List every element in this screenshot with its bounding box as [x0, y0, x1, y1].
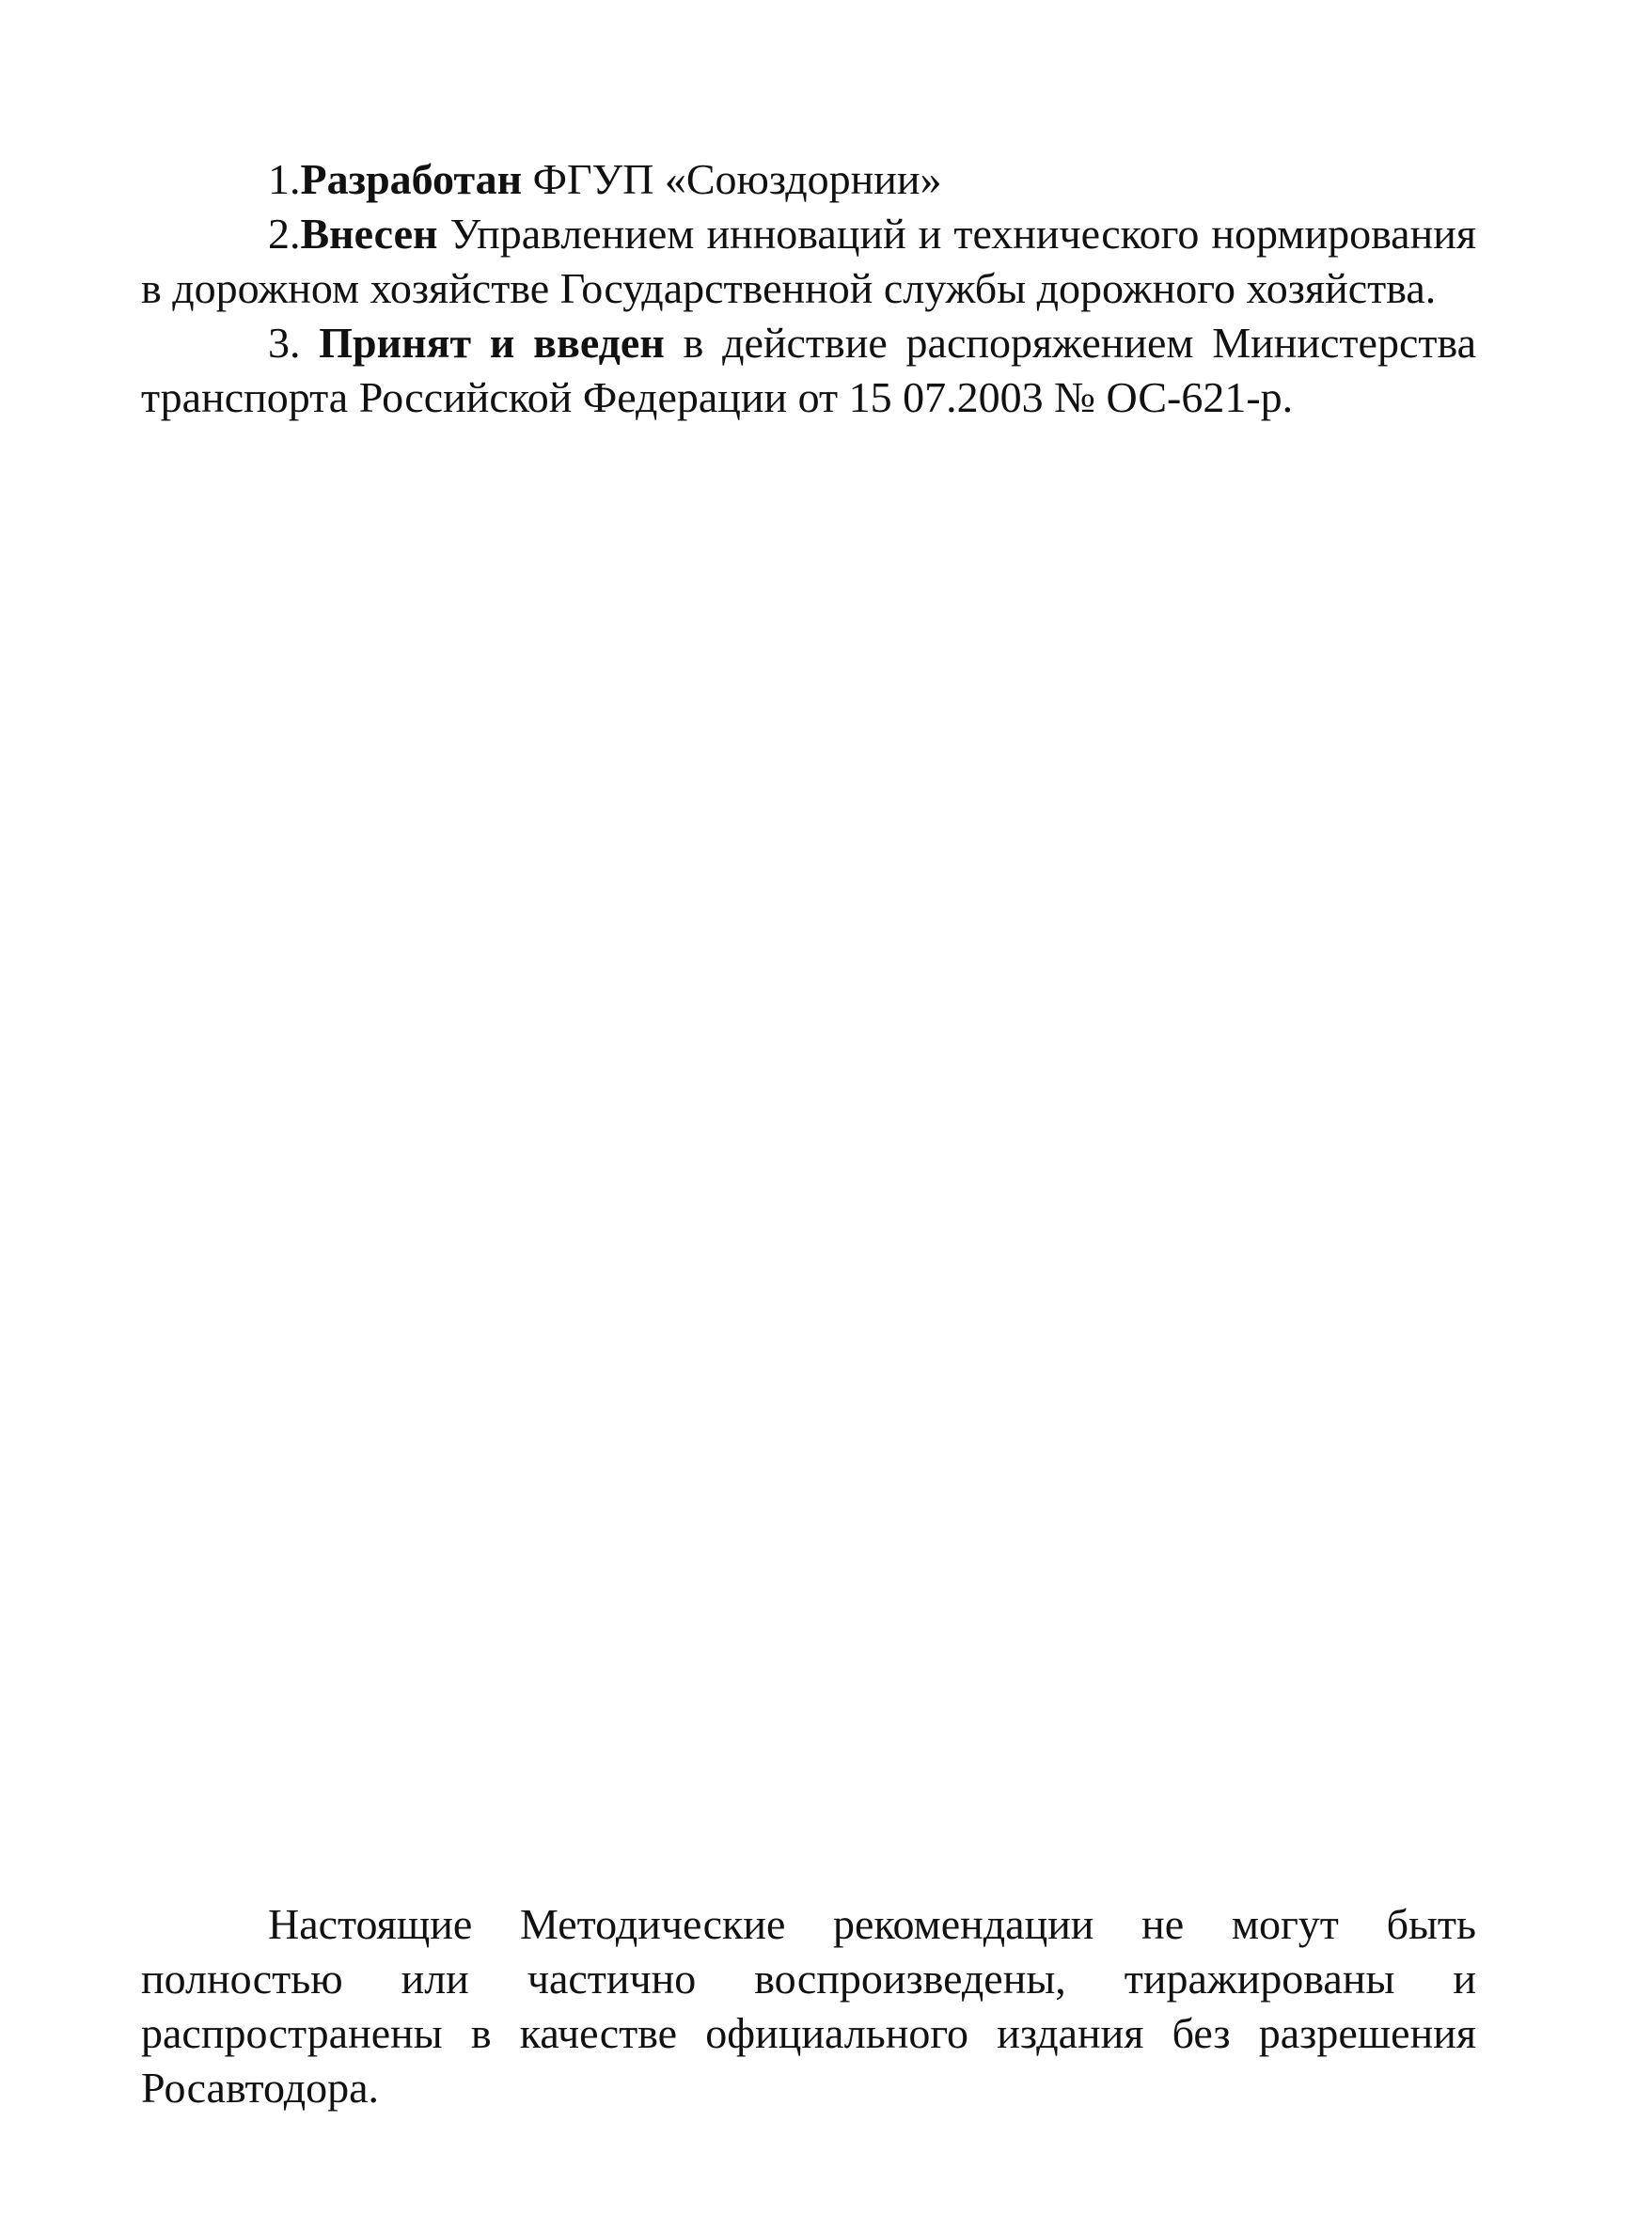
item-label: Принят и введен [319, 319, 665, 367]
item-number: 3. [268, 319, 320, 367]
item-text: ФГУП «Союздорнии» [522, 155, 942, 203]
copyright-notice-block [141, 1897, 1476, 2115]
item-label: Разработан [300, 155, 523, 203]
item-label: Внесен [300, 210, 438, 258]
item-developed [141, 152, 1476, 207]
item-adopted [141, 316, 1476, 425]
item-text: в действие распоряжением Министерства транспорта Российской Федерации от 15 07.2003 № ОС-621-р. [141, 319, 1476, 421]
item-introduced [141, 207, 1476, 316]
copyright-notice: Настоящие Методические рекомендации не могут быть полностью или частично воспроизведены, тиражированы и распространены в качестве официального издания без разрешения Росавтодора. [141, 1900, 1476, 2112]
item-text: Управлением инноваций и технического нормирования в дорожном хозяйстве Государственной службы дорожного хозяйства. [141, 210, 1476, 312]
item-number: 1. [268, 155, 301, 203]
item-number: 2. [268, 210, 301, 258]
document-info-block [141, 152, 1476, 425]
